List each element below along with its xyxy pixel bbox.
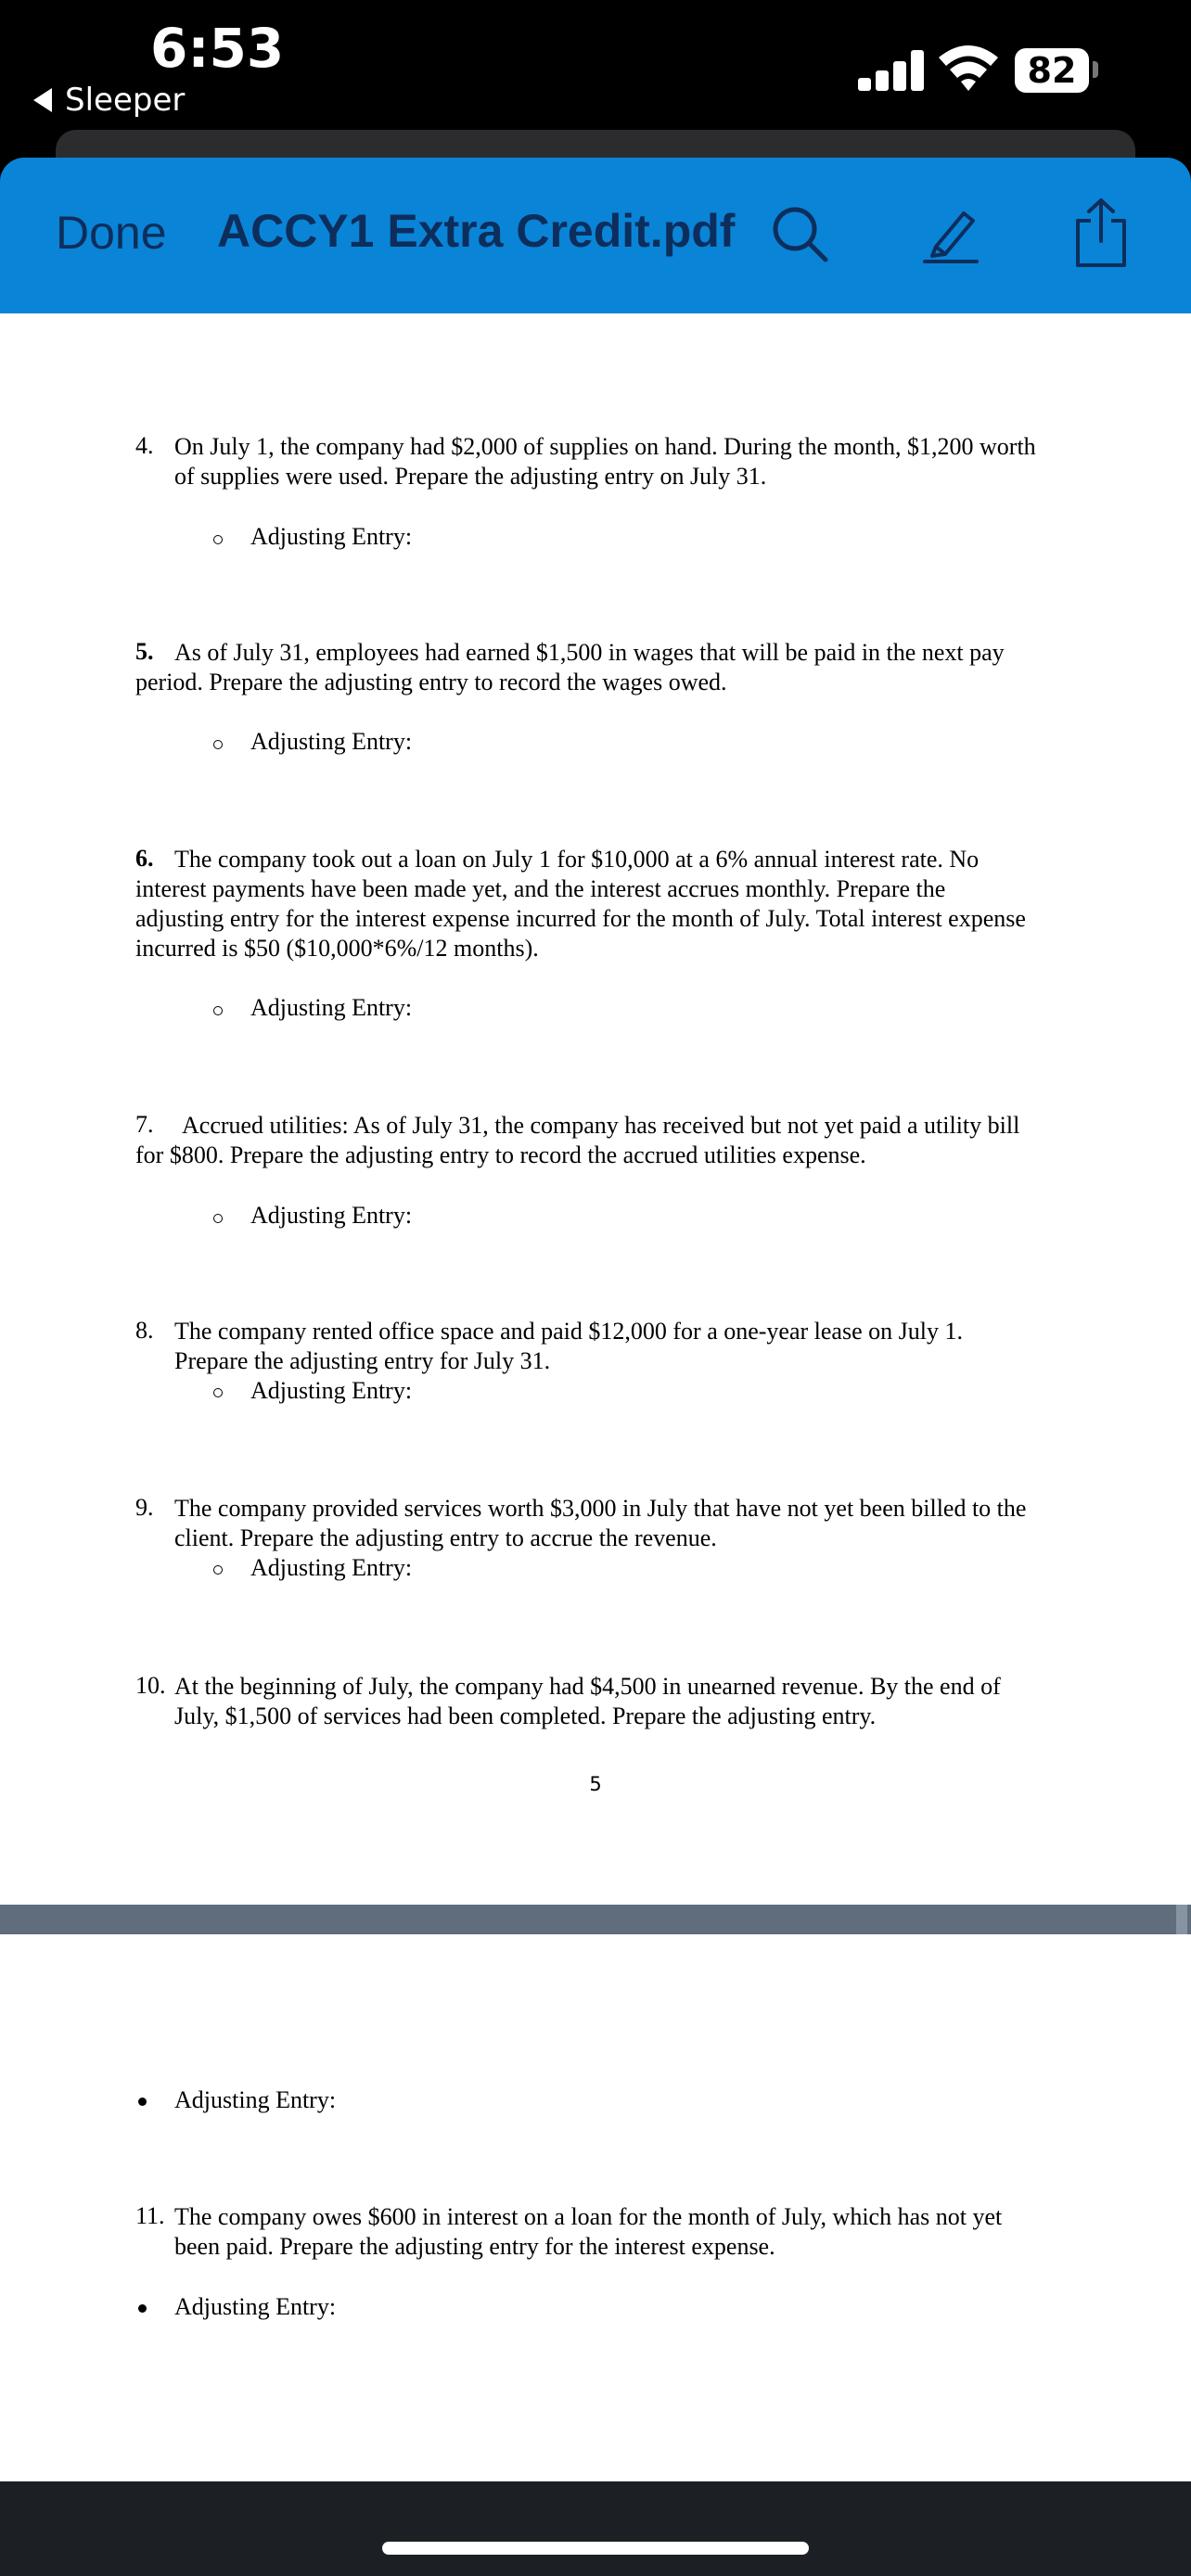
back-triangle-icon [33,88,52,112]
adjusting-entry-label: Adjusting Entry: [250,728,413,755]
question-text: of supplies were used. Prepare the adjusting entry on July 31. [174,463,767,490]
question-text: period. Prepare the adjusting entry to record the wages owed. [135,669,727,695]
bullet-dot [138,2098,147,2106]
question-text: The company owes $600 in interest on a loan for the month of July, which has not yet [174,2203,1003,2230]
adjusting-entry-label: Adjusting Entry: [174,2293,337,2320]
question-text: for $800. Prepare the adjusting entry to record the accrued utilities expense. [135,1141,866,1168]
question-number: 6. [135,845,154,872]
question-text: Prepare the adjusting entry for July 31. [174,1347,551,1374]
question-text: incurred is $50 ($10,000*6%/12 months). [135,935,539,962]
document-title: ACCY1 Extra Credit.pdf [217,205,736,257]
question-text: adjusting entry for the interest expense incurred for the month of July. Total interest expense [135,905,1026,932]
bullet-circle [213,1565,223,1575]
back-app-label: Sleeper [65,82,186,119]
bottom-bar [0,2481,1191,2576]
bullet-dot [138,2304,147,2313]
question-text: At the beginning of July, the company had $4,500 in unearned revenue. By the end of [174,1673,1001,1700]
share-icon[interactable] [1072,197,1130,269]
question-number: 5. [135,638,154,665]
page-separator [0,1905,1191,1934]
battery-indicator: 82 [1015,48,1089,93]
question-text: July, $1,500 of services had been completed. Prepare the adjusting entry. [174,1702,877,1729]
adjusting-entry-label: Adjusting Entry: [250,1202,413,1229]
bullet-circle [213,535,223,544]
question-number: 4. [135,432,154,459]
bullet-circle [213,1388,223,1397]
battery-nub [1093,61,1098,78]
question-text: As of July 31, employees had earned $1,500 in wages that will be paid in the next pay [174,639,1005,666]
question-number: 9. [135,1494,154,1521]
scroll-indicator[interactable] [1176,1905,1187,1934]
question-text: On July 1, the company had $2,000 of supplies on hand. During the month, $1,200 worth [174,433,1036,460]
cellular-signal-icon [858,50,925,91]
question-text: The company provided services worth $3,000 in July that have not yet been billed to the [174,1495,1027,1522]
wifi-icon [937,41,1000,93]
question-number: 8. [135,1317,154,1344]
question-text: Accrued utilities: As of July 31, the company has received but not yet paid a utility bill [182,1112,1020,1139]
adjusting-entry-label: Adjusting Entry: [250,1377,413,1404]
pdf-page [0,313,1191,1905]
adjusting-entry-label: Adjusting Entry: [250,1554,413,1581]
status-bar [0,0,1191,148]
search-icon[interactable] [770,204,829,263]
question-text: interest payments have been made yet, and the interest accrues monthly. Prepare the [135,875,946,902]
adjusting-entry-label: Adjusting Entry: [250,994,413,1021]
home-indicator[interactable] [382,2542,809,2555]
question-text: The company rented office space and paid $12,000 for a one-year lease on July 1. [174,1318,963,1345]
adjusting-entry-label: Adjusting Entry: [250,523,413,550]
markup-pen-icon[interactable] [923,206,979,265]
clock: 6:53 [150,17,285,80]
question-text: been paid. Prepare the adjusting entry for the interest expense. [174,2233,775,2260]
back-to-app-button[interactable] [33,82,185,119]
done-button[interactable]: Done [56,207,167,259]
question-text: The company took out a loan on July 1 for $10,000 at a 6% annual interest rate. No [174,846,980,873]
adjusting-entry-label: Adjusting Entry: [174,2086,337,2113]
bullet-circle [213,740,223,749]
question-number: 7. [135,1111,154,1138]
question-text: client. Prepare the adjusting entry to accrue the revenue. [174,1524,717,1551]
question-number: 10. [135,1672,166,1699]
bullet-circle [213,1006,223,1015]
question-number: 11. [135,2202,165,2229]
bullet-circle [213,1214,223,1223]
page-number: 5 [589,1773,602,1795]
